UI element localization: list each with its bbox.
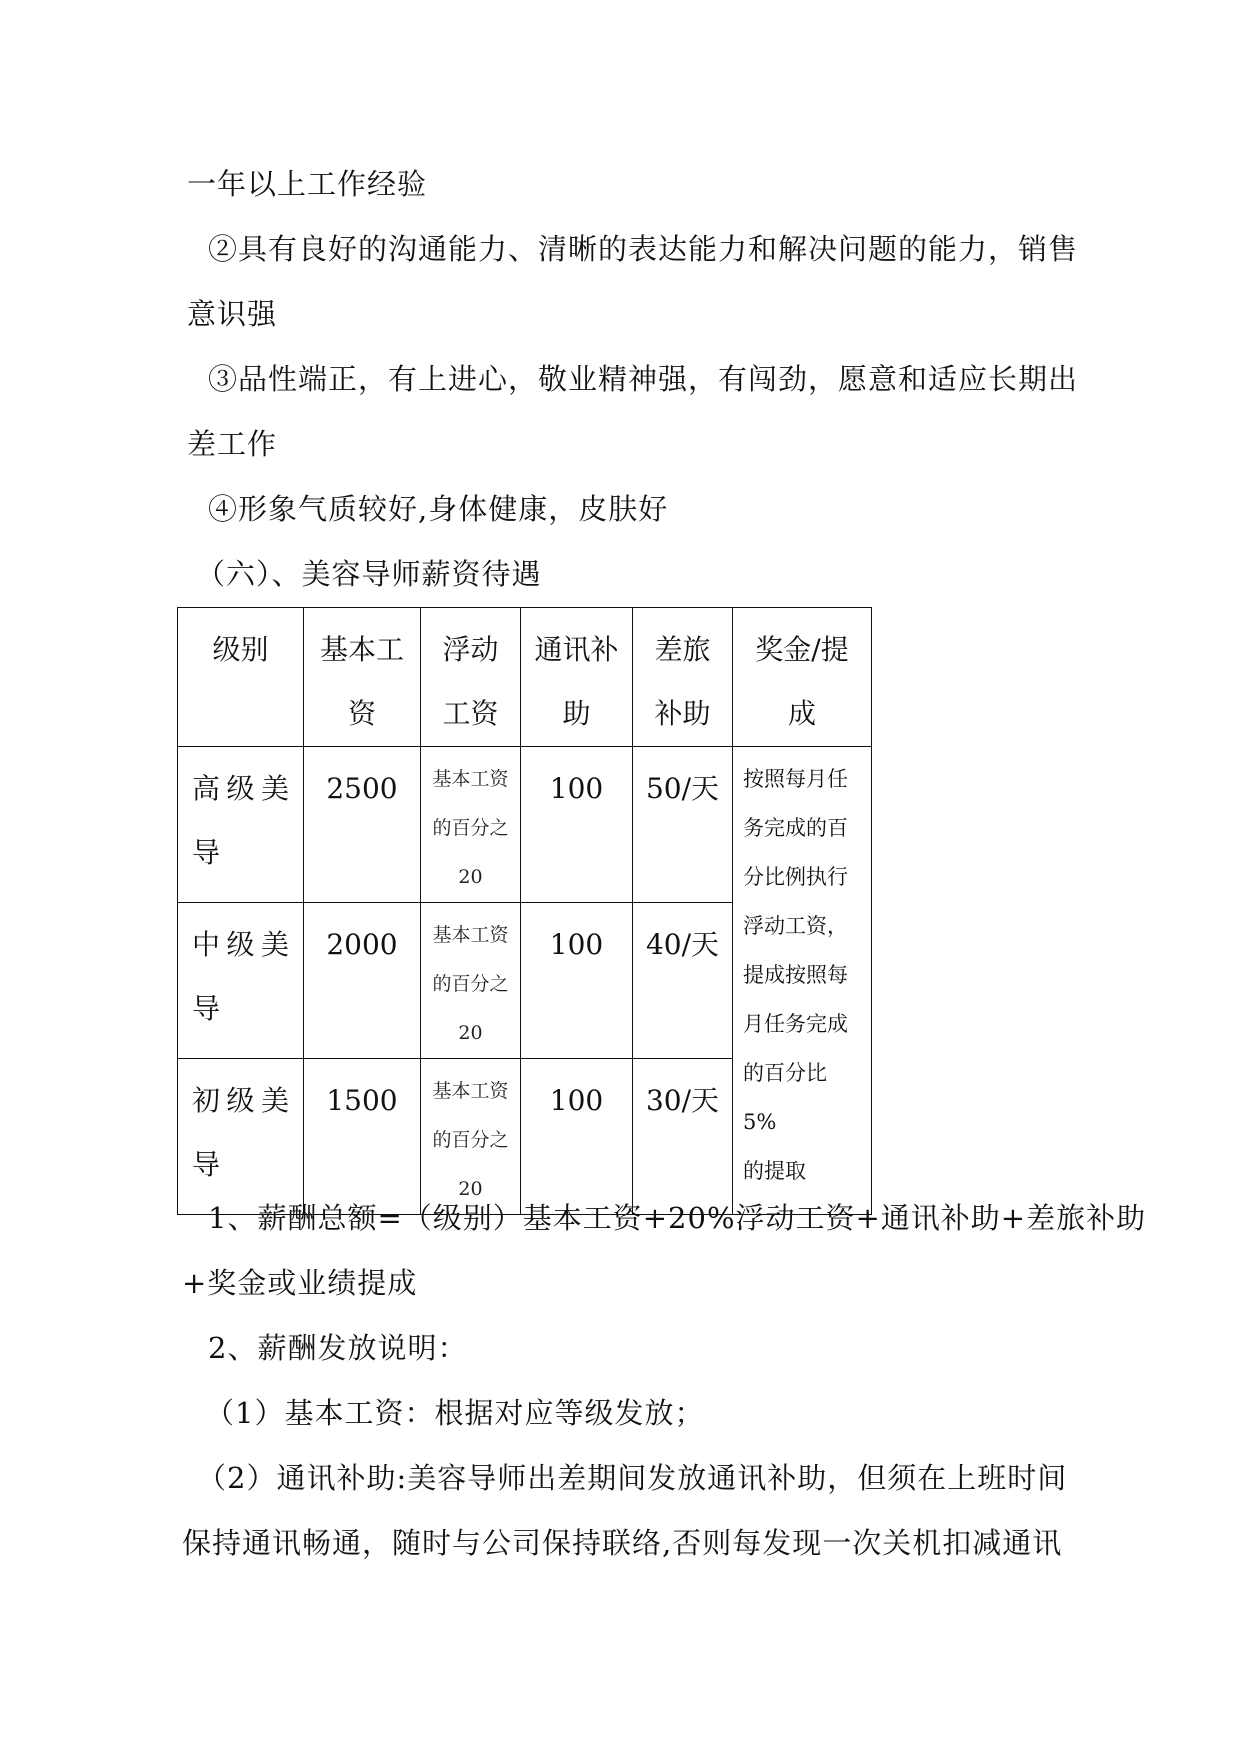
note-payment-explanation: 2、薪酬发放说明： [208,1331,468,1365]
cell-communication-allowance: 100 [521,903,633,1059]
table-row [178,747,872,903]
cell-communication-allowance: 100 [521,747,633,903]
paragraph-communication-cont: 意识强 [187,297,278,331]
cell-level: 高级美 导 [178,747,304,903]
note-total-salary-cont: +奖金或业绩提成 [182,1266,418,1300]
paragraph-character: ③品性端正，有上进心，敬业精神强，有闯劲，愿意和适应长期出 [208,362,1079,396]
header-base-salary: 基本工 资 [304,608,421,747]
paragraph-character-cont: 差工作 [187,427,278,461]
header-bonus: 奖金/提 成 [733,608,872,747]
cell-bonus-description: 按照每月任 务完成的百 分比例执行 浮动工资， 提成按照每 月任务完成 的百分比 5% 的提取 [733,747,872,1215]
cell-travel-allowance: 30/天 [633,1059,733,1215]
note-communication-allowance-cont: 保持通讯畅通，随时与公司保持联络,否则每发现一次关机扣减通讯 [182,1526,1063,1560]
cell-base-salary: 1500 [304,1059,421,1215]
cell-communication-allowance: 100 [521,1059,633,1215]
cell-floating-salary: 基本工资 的百分之 20 [421,1059,521,1215]
header-communication-allowance: 通讯补 助 [521,608,633,747]
header-level: 级别 [178,608,304,747]
note-communication-allowance: （2）通讯补助:美容导师出差期间发放通讯补助，但须在上班时间 [197,1461,1068,1495]
paragraph-communication: ②具有良好的沟通能力、清晰的表达能力和解决问题的能力，销售 [208,232,1079,266]
cell-level: 中级美 导 [178,903,304,1059]
paragraph-appearance: ④形象气质较好,身体健康，皮肤好 [208,492,669,526]
note-total-salary: 1、薪酬总额=（级别）基本工资+20%浮动工资+通讯补助+差旅补助 [208,1201,1147,1235]
cell-travel-allowance: 40/天 [633,903,733,1059]
salary-table [177,607,872,1215]
cell-level: 初级美 导 [178,1059,304,1215]
header-travel-allowance: 差旅 补助 [633,608,733,747]
cell-base-salary: 2500 [304,747,421,903]
header-floating-salary: 浮动 工资 [421,608,521,747]
paragraph-experience: 一年以上工作经验 [187,167,428,201]
cell-base-salary: 2000 [304,903,421,1059]
cell-travel-allowance: 50/天 [633,747,733,903]
table-header-row [178,608,872,747]
cell-floating-salary: 基本工资 的百分之 20 [421,903,521,1059]
note-base-salary: （1）基本工资：根据对应等级发放； [205,1396,705,1430]
section-title: （六）、美容导师薪资待遇 [196,557,542,591]
cell-floating-salary: 基本工资 的百分之 20 [421,747,521,903]
